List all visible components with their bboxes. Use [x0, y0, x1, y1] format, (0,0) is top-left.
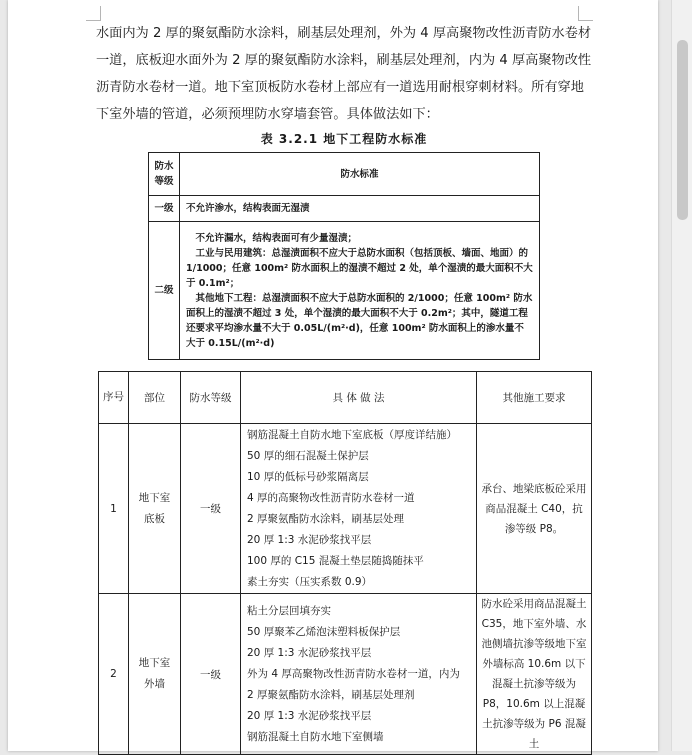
row-level: 一级	[181, 424, 241, 594]
header-part: 部位	[129, 372, 181, 424]
level-cell: 一级	[149, 196, 180, 222]
method-step: 2 厚聚氨酯防水涂料，刷基层处理剂	[247, 688, 415, 701]
header-method: 具 体 做 法	[241, 372, 477, 424]
standard-line: 不允许渗水，结构表面无湿渍	[186, 203, 310, 214]
method-step: 20 厚 1:3 水泥砂浆找平层	[247, 533, 372, 546]
table-row	[99, 424, 592, 594]
scrollbar-thumb[interactable]	[677, 40, 688, 220]
method-step: 50 厚的细石混凝土保护层	[247, 449, 369, 462]
method-step: 10 厚的低标号砂浆隔离层	[247, 470, 369, 483]
method-step: 粘土分层回填夯实	[247, 604, 331, 617]
header-no: 序号	[99, 372, 129, 424]
row-other: 承台、地梁底板砼采用商品混凝土 C40，抗渗等级 P8。	[477, 424, 592, 594]
standard-line: 不允许漏水，结构表面可有少量湿渍；	[195, 232, 358, 244]
crop-mark-top-right	[578, 6, 593, 21]
method-step: 4 厚的高聚物改性沥青防水卷材一道	[247, 491, 415, 504]
standard-line: 其他地下工程：总湿渍面积不应大于总防水面积的 2/1000；任意 100m² 防水面积上的湿渍不超过 3 处，单个湿渍的最大面积不大于 0.2m²；其中，隧道工程还要求平均渗水量不大于 0.05L/(m²·d)，任意 100m² 防水面积上的渗水量不大于 0.15L/(m²·d)	[186, 292, 533, 349]
vertical-scrollbar[interactable]	[671, 0, 692, 751]
method-step: 20 厚 1:3 水泥砂浆找平层	[247, 709, 372, 722]
standard-line: 工业与民用建筑：总湿渍面积不应大于总防水面积（包括顶板、墙面、地面）的 1/1000；任意 100m² 防水面积上的湿渍不超过 2 处，单个湿渍的最大面积不大于 0.1m²；	[186, 247, 533, 289]
row-method	[241, 594, 477, 755]
method-step: 2 厚聚氨酯防水涂料，刷基层处理	[247, 512, 405, 525]
row-no: 1	[99, 424, 129, 594]
method-step: 钢筋混凝土自防水地下室底板（厚度详结施）	[247, 428, 457, 441]
header-level: 防水等级	[149, 153, 180, 196]
document-page	[8, 0, 658, 751]
table-row	[149, 196, 540, 222]
method-step: 素土夯实（压实系数 0.9）	[247, 575, 373, 588]
method-step: 钢筋混凝土自防水地下室侧墙	[247, 730, 384, 743]
row-part: 地下室外墙	[129, 594, 181, 755]
row-part: 地下室底板	[129, 424, 181, 594]
header-other: 其他施工要求	[477, 372, 592, 424]
method-step: 50 厚聚苯乙烯泡沫塑料板保护层	[247, 625, 401, 638]
method-step: 外为 4 厚高聚物改性沥青防水卷材一道，内为	[247, 667, 460, 680]
row-level: 一级	[181, 594, 241, 755]
method-step: 100 厚的 C15 混凝土垫层随捣随抹平	[247, 554, 424, 567]
body-paragraph: 水面内为 2 厚的聚氨酯防水涂料，刷基层处理剂，外为 4 厚高聚物改性沥青防水卷材一道，底板迎水面外为 2 厚的聚氨酯防水涂料，刷基层处理剂，内为 4 厚高聚物改性沥青防水卷材一道。地下室顶板防水卷材上部应有一道选用耐根穿刺材料。所有穿地下室外墙的管道，必须预埋防水穿墙套管。具体做法如下：	[96, 26, 592, 122]
row-method	[241, 424, 477, 594]
row-no: 2	[99, 594, 129, 755]
row-other: 防水砼采用商品混凝土 C35，地下室外墙、水池侧墙抗渗等级地下室外墙标高 10.6m 以下混凝土抗渗等级为 P8，10.6m 以上混凝土抗渗等级为 P6 混凝土	[477, 594, 592, 755]
table-header-row	[149, 153, 540, 196]
standard-cell	[180, 222, 540, 360]
table-header-row	[99, 372, 592, 424]
waterproof-standard-table	[148, 152, 540, 360]
header-standard: 防水标准	[180, 153, 540, 196]
table-row	[149, 222, 540, 360]
standard-cell	[180, 196, 540, 222]
level-cell: 二级	[149, 222, 180, 360]
standard-table-title: 表 3.2.1 地下工程防水标准	[260, 132, 428, 146]
crop-mark-top-left	[86, 6, 101, 21]
construction-method-table	[98, 371, 592, 755]
header-level: 防水等级	[181, 372, 241, 424]
method-step: 20 厚 1:3 水泥砂浆找平层	[247, 646, 372, 659]
table-row	[99, 594, 592, 755]
